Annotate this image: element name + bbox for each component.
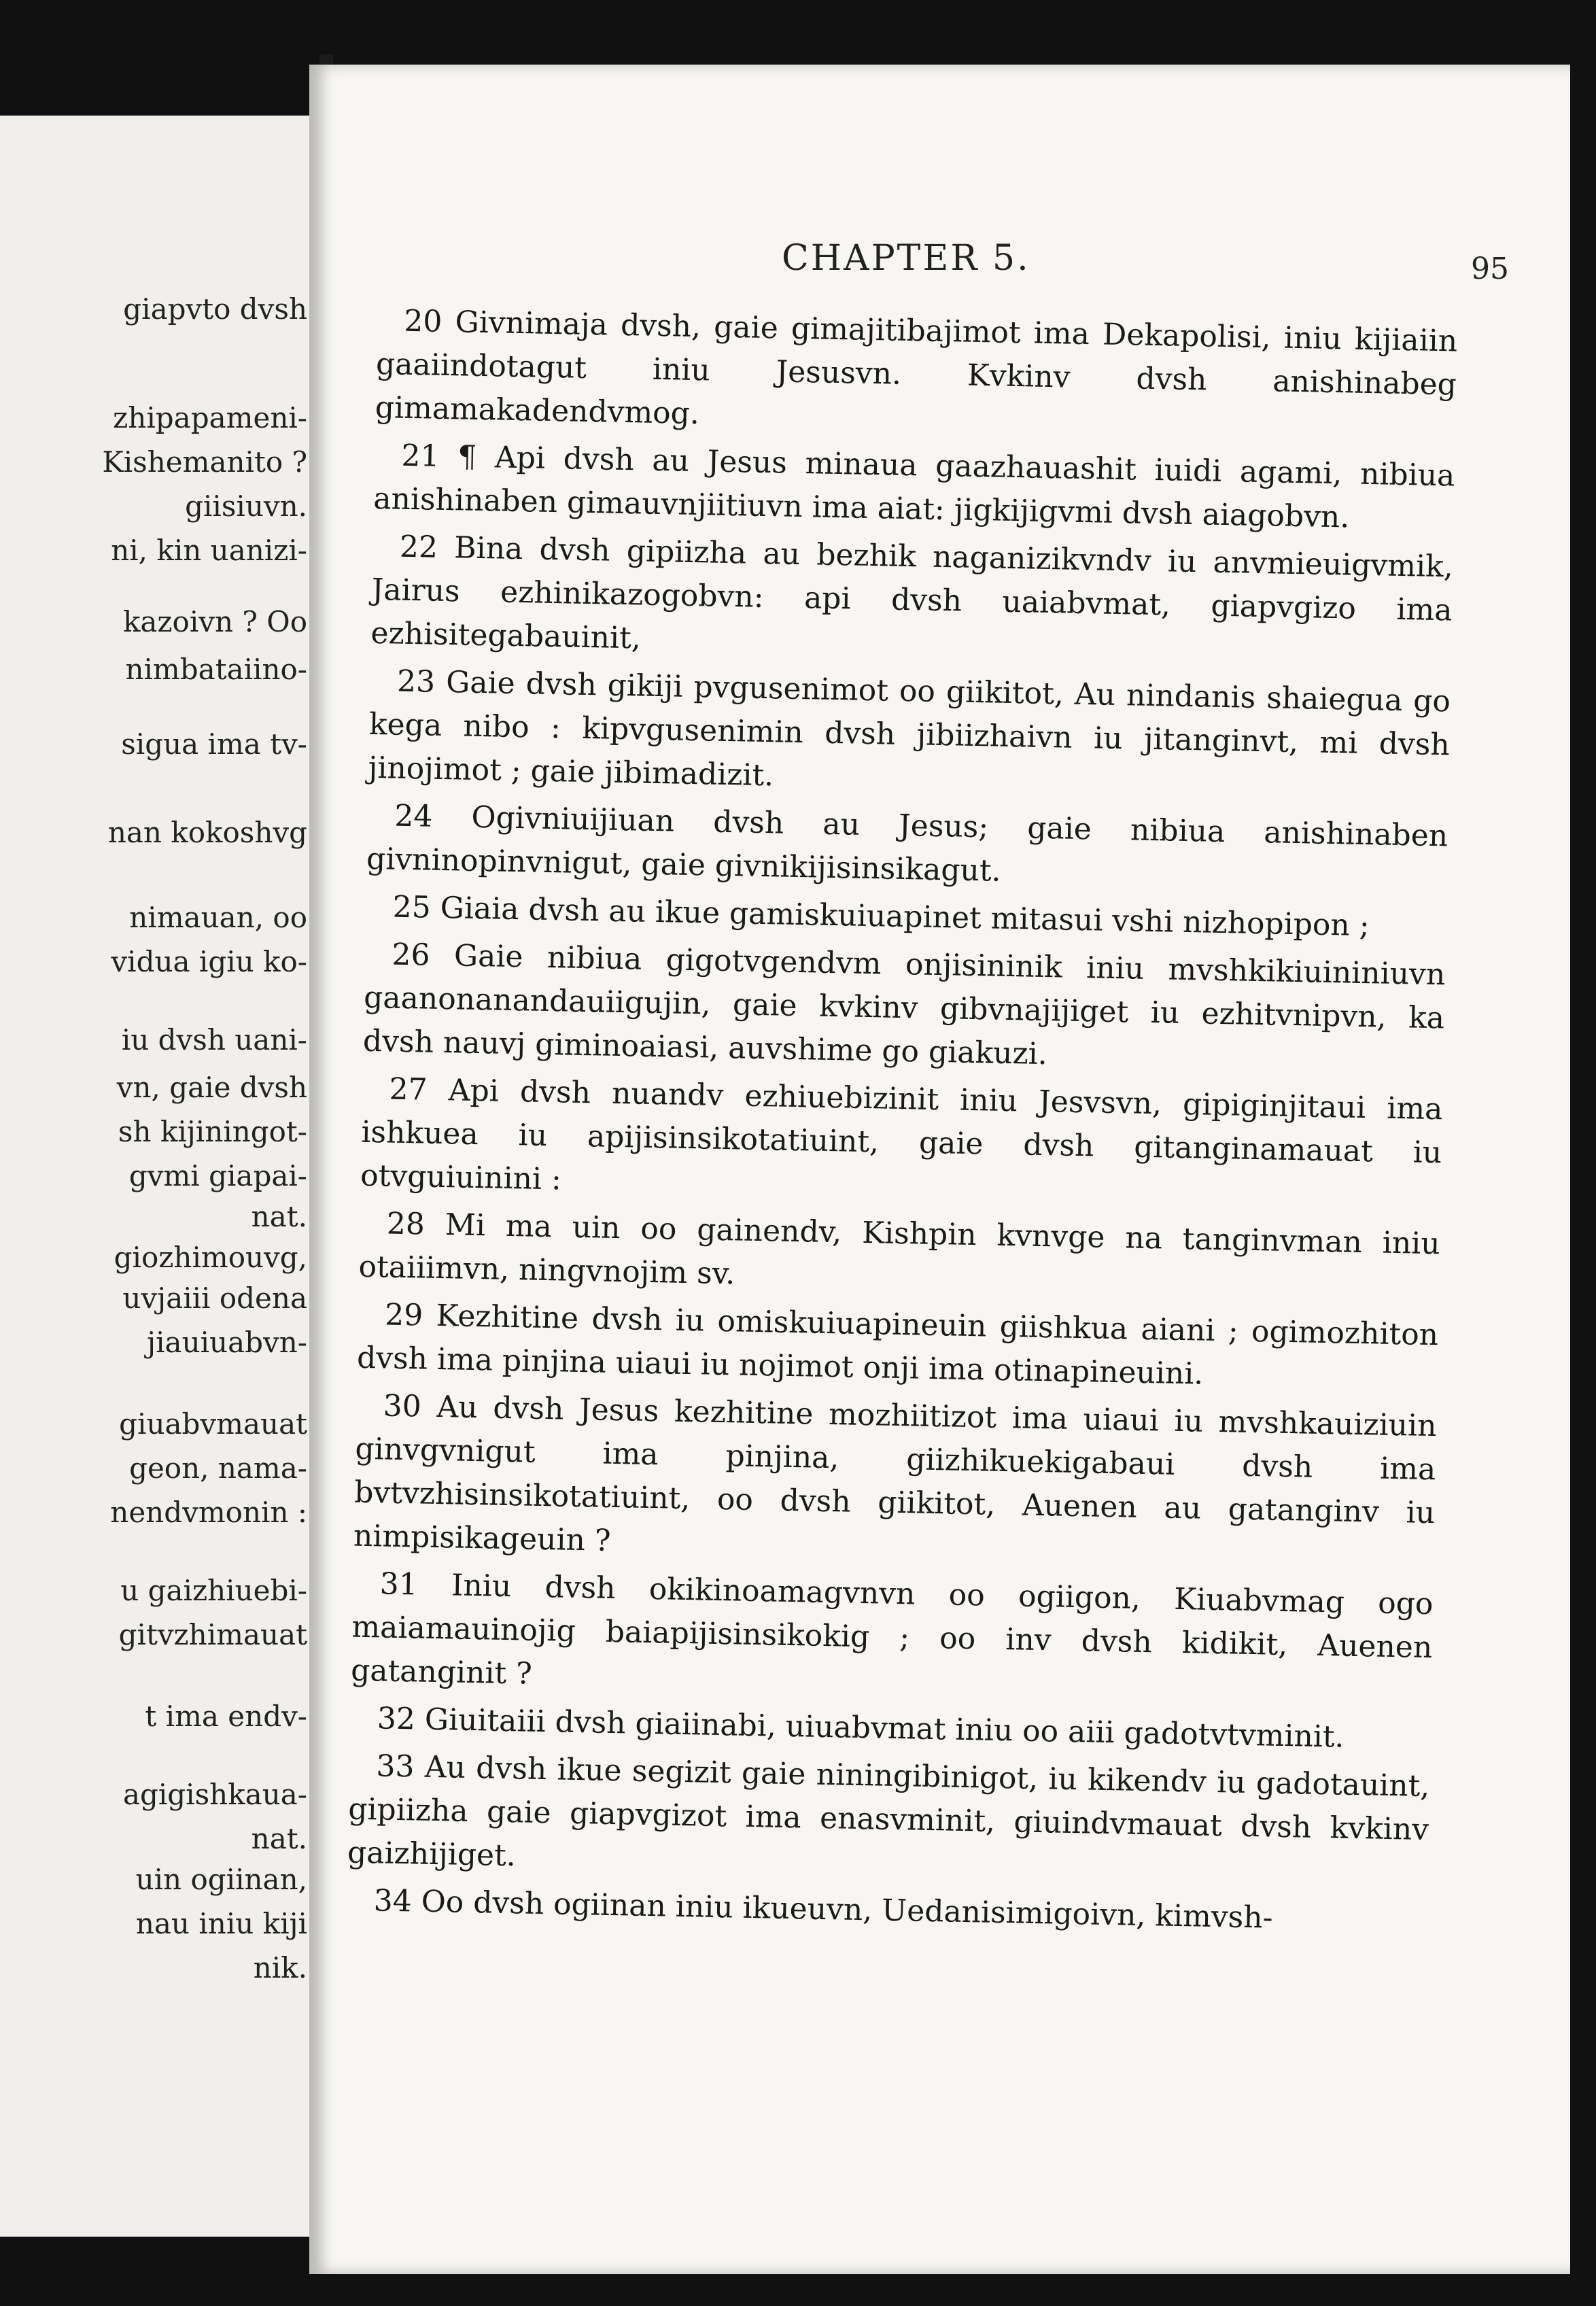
facing-page-line: giuabvmauat	[119, 1407, 307, 1441]
facing-page-line: jiauiuabvn-	[147, 1326, 307, 1359]
main-page	[309, 65, 1570, 2274]
verse-21: 21 ¶ Api dvsh au Jesus minaua gaazhauashit iuidi agami, nibiua anishinaben gimauvnjiitiuvn ima aiat: jigkijigvmi dvsh aiagobvn.	[372, 438, 1455, 535]
facing-page-line: nendvmonin :	[110, 1496, 307, 1529]
verse-text-block	[346, 299, 1458, 1947]
facing-page-line: zhipapameni-	[113, 401, 307, 434]
facing-page-line: uin ogiinan,	[135, 1863, 307, 1896]
verse-20: 20 Givnimaja dvsh, gaie gimajitibajimot ima Dekapolisi, iniu kijiaiin gaaiindotagut iniu Jesusvn. Kvkinv dvsh anishinabeg gimamakadendvmog.	[375, 303, 1458, 432]
facing-page-line: giozhimouvg,	[114, 1241, 307, 1274]
facing-page-line: nat.	[251, 1822, 307, 1855]
verse-26: 26 Gaie nibiua gigotvgendvm onjisininik iniu mvshkikiuininiuvn gaanonanandauiigujin, gaie kvkinv gibvnajijiget iu ezhitvnipvn, ka dvsh nauvj giminoaiasi, auvshime go giakuzi.	[362, 937, 1446, 1072]
verse-25: 25 Giaia dvsh au ikue gamiskuiuapinet mitasui vshi nizhopipon ;	[392, 889, 1370, 944]
page-number: 95	[1471, 252, 1509, 286]
facing-page-line: vn, gaie dvsh	[116, 1071, 307, 1104]
facing-page-line: giisiuvn.	[185, 489, 307, 523]
verse-33: 33 Au dvsh ikue segizit gaie niningibinigot, iu kikendv iu gadotauint, gipiizha gaie giapvgizot ima enasvminit, giuindvmauat dvsh kvkinv gaizhijiget.	[347, 1749, 1430, 1874]
facing-page-line: u gaizhiuebi-	[120, 1574, 307, 1607]
facing-page-line: nat.	[251, 1200, 307, 1233]
facing-page-line: nau iniu kiji	[135, 1907, 307, 1940]
facing-page-line: sigua ima tv-	[121, 727, 307, 761]
facing-page	[0, 116, 322, 2237]
facing-page-line: iu dvsh uani-	[121, 1023, 307, 1056]
facing-page-line: nan kokoshvg	[107, 816, 307, 849]
verse-31: 31 Iniu dvsh okikinoamagvnvn oo ogiigon, Kiuabvmag ogo maiamauinojig baiapijisinsikokig ; oo inv dvsh kidikit, Auenen gatanginit ?	[350, 1566, 1434, 1691]
facing-page-line: gitvzhimauat	[118, 1618, 307, 1651]
facing-page-line: nimauan, oo	[129, 901, 307, 934]
verse-32: 32 Giuitaiii dvsh giaiinabi, uiuabvmat iniu oo aiii gadotvtvminit.	[377, 1701, 1345, 1755]
facing-page-line: uvjaiii odena	[122, 1281, 307, 1315]
facing-page-line: vidua igiu ko-	[111, 945, 307, 978]
facing-page-line: geon, nama-	[129, 1451, 307, 1485]
facing-page-line: t ima endv-	[145, 1700, 307, 1733]
verse-29: 29 Kezhitine dvsh iu omiskuiuapineuin giishkua aiani ; ogimozhiton dvsh ima pinjina uiaui iu nojimot onji ima otinapineuini.	[356, 1297, 1439, 1392]
verse-28: 28 Mi ma uin oo gainendv, Kishpin kvnvge na tanginvman iniu otaiiimvn, ningvnojim sv.	[358, 1206, 1441, 1292]
verse-24: 24 Ogivniuijiuan dvsh au Jesus; gaie nibiua anishinaben givninopinvnigut, gaie givnikijisinsikagut.	[366, 798, 1448, 889]
facing-page-line: agigishkaua-	[122, 1778, 307, 1811]
facing-page-line: sh kijiningot-	[118, 1115, 307, 1148]
facing-page-line: giapvto dvsh	[123, 292, 307, 326]
verse-27: 27 Api dvsh nuandv ezhiuebizinit iniu Jesvsvn, gipiginjitaui ima ishkuea iu apijisinsikotatiuint, gaie dvsh gitanginamauat iu otvguiuinini :	[360, 1071, 1443, 1197]
facing-page-line: Kishemanito ?	[102, 445, 307, 479]
verse-34: 34 Oo dvsh ogiinan iniu ikueuvn, Uedanisimigoivn, kimvsh-	[373, 1883, 1273, 1935]
facing-page-line: nik.	[253, 1951, 307, 1984]
verse-22: 22 Bina dvsh gipiizha au bezhik naganizikvndv iu anvmieuigvmik, Jairus ezhinikazogobvn: api dvsh uaiabvmat, giapvgizo ima ezhisitegabauinit,	[370, 529, 1454, 656]
running-head	[309, 238, 1570, 292]
chapter-title: CHAPTER 5.	[782, 238, 1030, 279]
facing-page-line: ni, kin uanizi-	[111, 534, 307, 567]
verse-23: 23 Gaie dvsh gikiji pvgusenimot oo giikitot, Au nindanis shaiegua go kega nibo : kipvgusenimin dvsh jibiizhaivn iu jitanginvt, mi dvsh jinojimot ; gaie jibimadizit.	[368, 664, 1451, 793]
facing-page-line: kazoivn ? Oo	[122, 605, 307, 638]
facing-page-line: gvmi giapai-	[128, 1159, 307, 1192]
verse-30: 30 Au dvsh Jesus kezhitine mozhiitizot ima uiaui iu mvshkauiziuin ginvgvnigut ima pinjina, giizhikuekigabaui dvsh ima bvtvzhisinsikotatiuint, oo dvsh giikitot, Auenen au gatanginv iu nimpisikageuin ?	[353, 1388, 1437, 1558]
facing-page-line: nimbataiino-	[125, 653, 307, 686]
